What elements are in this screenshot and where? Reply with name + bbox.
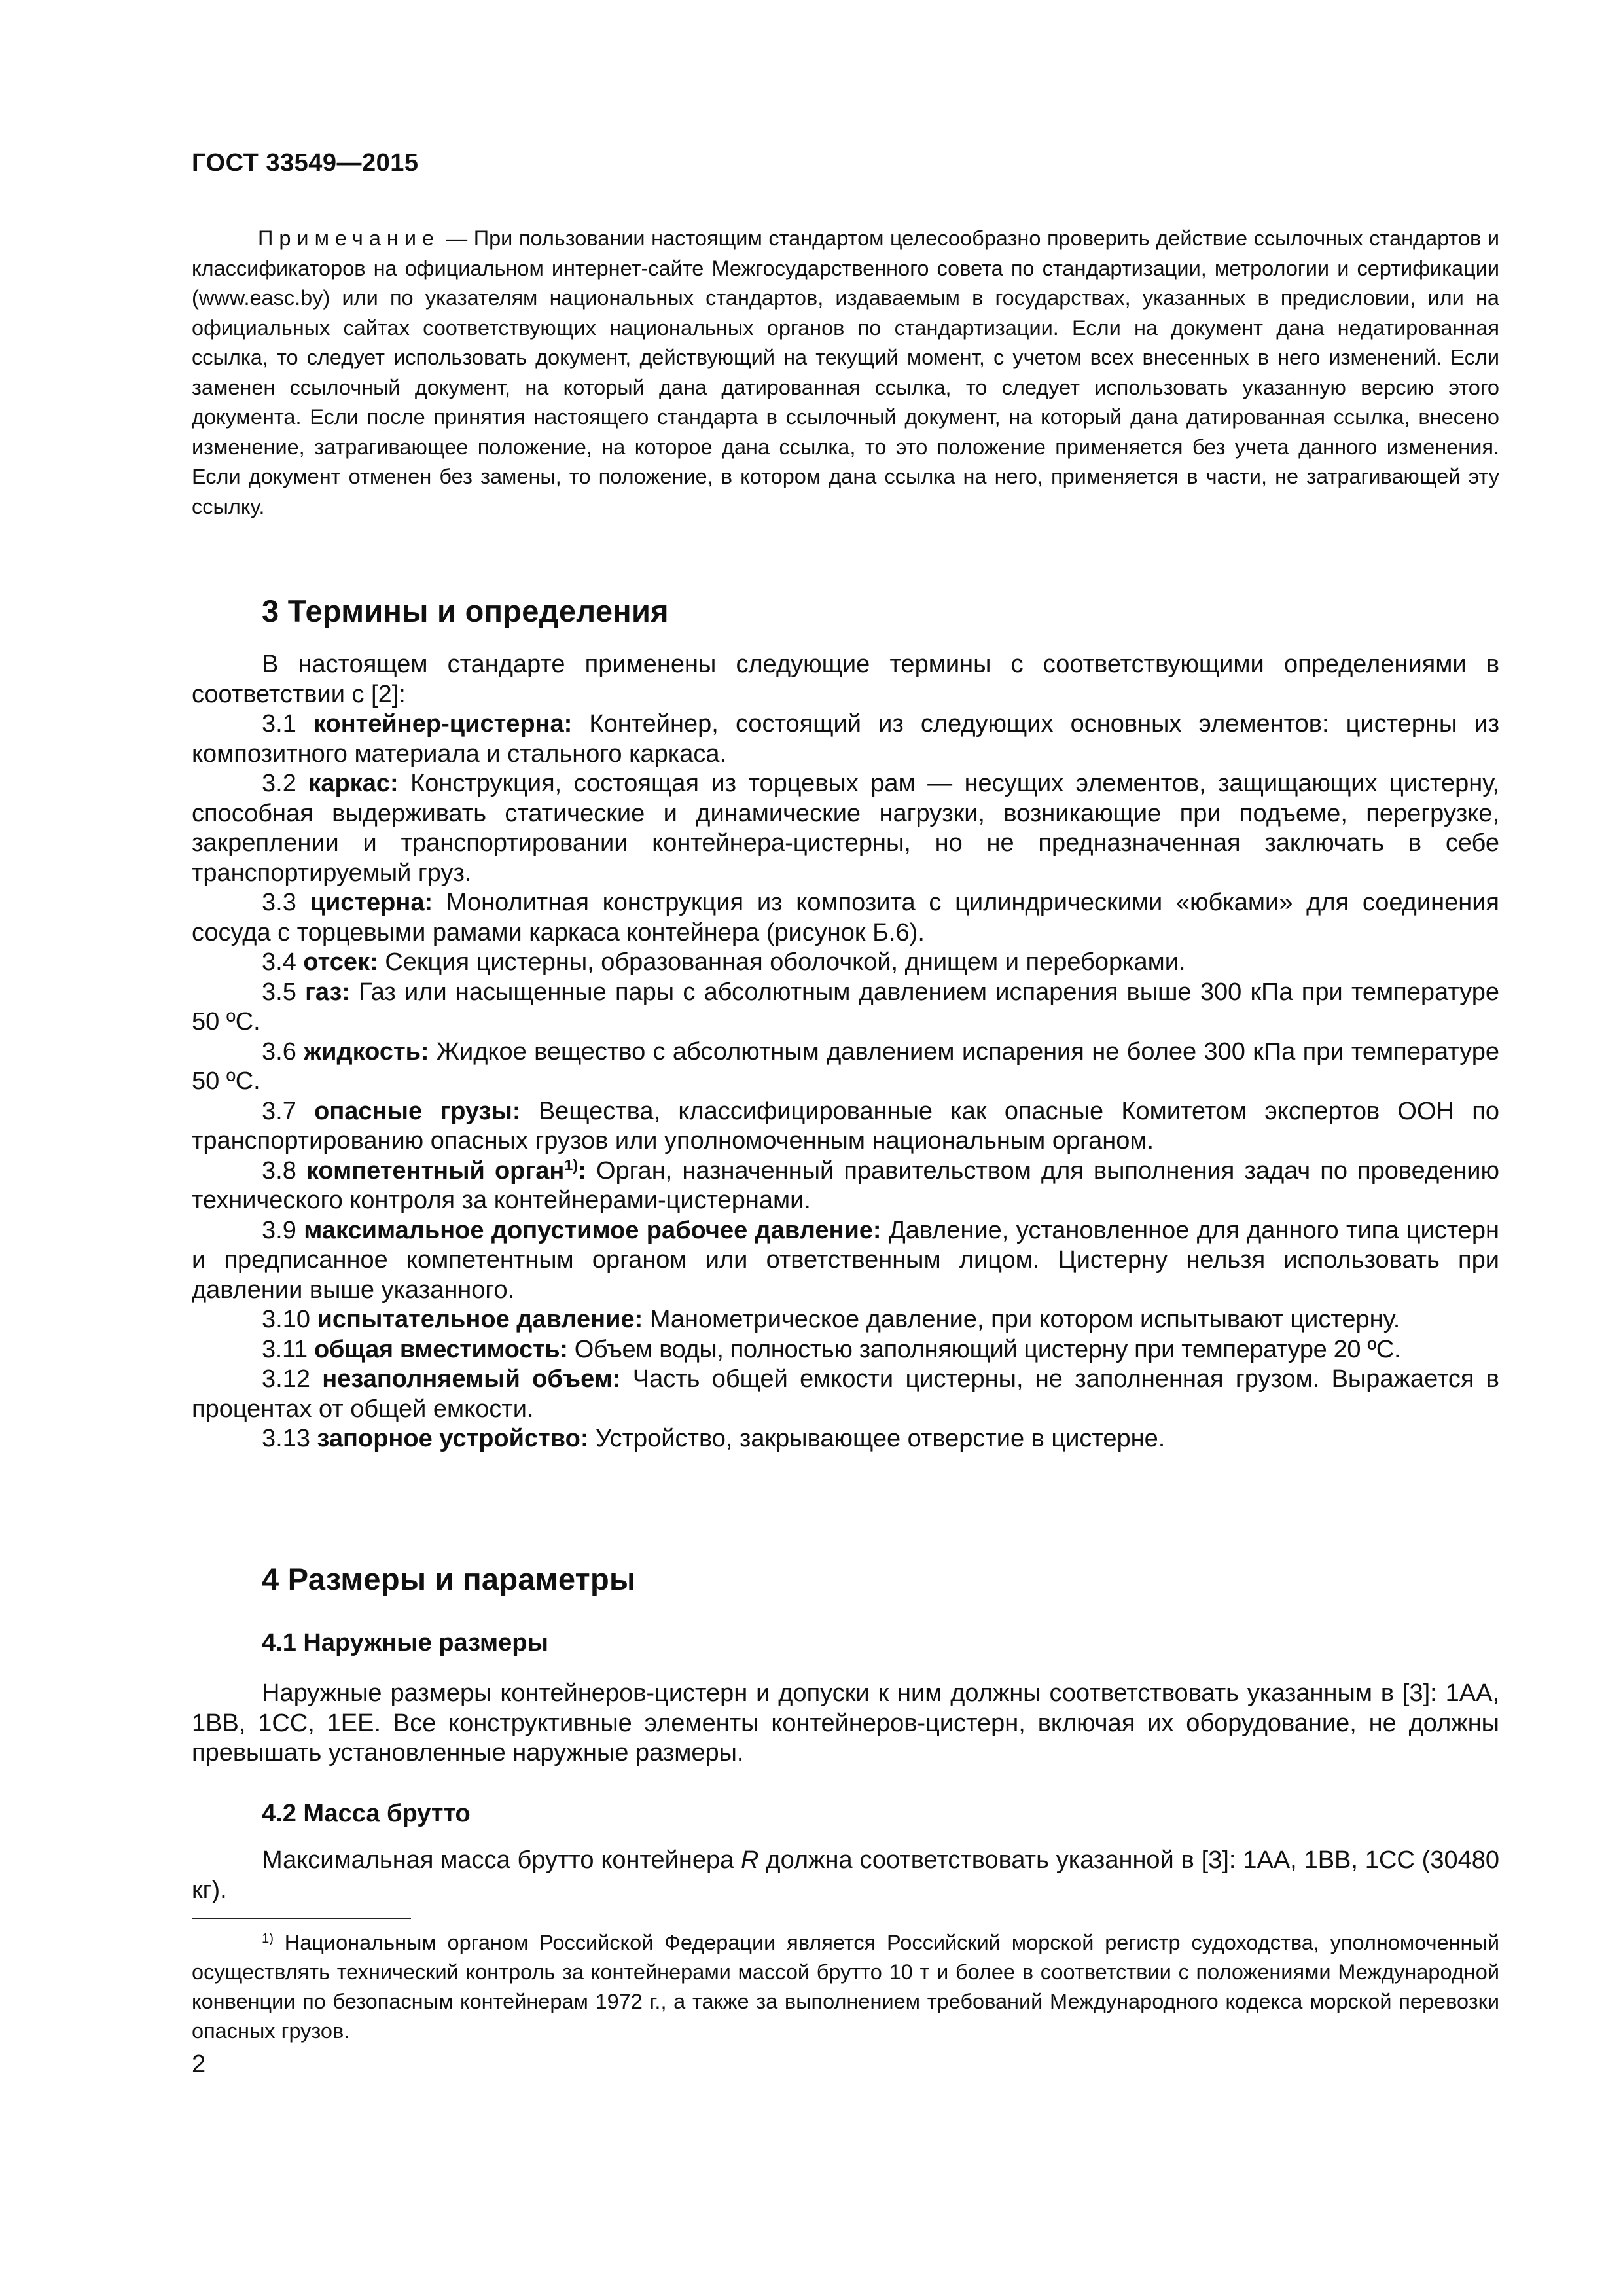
italic-symbol: R xyxy=(741,1846,759,1874)
term-number: 3.4 xyxy=(262,948,304,976)
term-number: 3.10 xyxy=(262,1306,317,1333)
subsection-4-2-text xyxy=(192,1846,1499,1905)
subsection-4-2-heading: 4.2 Масса брутто xyxy=(262,1800,471,1827)
term-definition: Давление, установленное для данного типа цистерн и предписанное компетентным органом или ответственным лицом. Цистерну нельзя использовать при давлении выше указанного. xyxy=(192,1216,1499,1304)
term-definition: Контейнер, состоящий из следующих основных элементов: цистерны из композитного материала и стального каркаса. xyxy=(192,710,1500,768)
footnote xyxy=(192,1928,1499,2046)
term-3-11 xyxy=(192,1335,1499,1365)
term-number: 3.2 xyxy=(262,770,309,797)
text-segment: Максимальная масса брутто контейнера xyxy=(262,1846,741,1874)
term-definition: Объем воды, полностью заполняющий цистерну при температуре 20 ºС. xyxy=(567,1335,1401,1363)
term-number: 3.11 xyxy=(262,1335,314,1363)
term-definition: Устройство, закрывающее отверстие в цистерне. xyxy=(588,1425,1166,1452)
section-3-heading: 3 Термины и определения xyxy=(262,594,669,628)
term-number: 3.5 xyxy=(262,978,306,1006)
term-definition: Секция цистерны, образованная оболочкой, днищем и переборками. xyxy=(378,948,1186,976)
subsection-4-1-heading: 4.1 Наружные размеры xyxy=(262,1629,548,1657)
term-name: запорное устройство: xyxy=(317,1425,589,1452)
footnote-paragraph xyxy=(192,1928,1499,2046)
footnote-text: Национальным органом Российской Федерации является Российский морской регистр судоходства, уполномоченный осуществлять технический контроль за контейнерами массой брутто 10 т и более в соответствии с положениями Международной конвенции по безопасным контейнерам 1972 г., а также за выполнением требований Международного кодекса морской перевозки опасных грузов. xyxy=(192,1931,1499,2043)
term-3-1 xyxy=(192,709,1499,769)
note-paragraph xyxy=(192,224,1499,522)
term-3-5 xyxy=(192,978,1499,1037)
term-definition: Орган, назначенный правительством для выполнения задач по проведению технического контроля за контейнерами-цистернами. xyxy=(192,1157,1499,1214)
term-name: испытательное давление: xyxy=(317,1306,643,1333)
term-definition: Жидкое вещество с абсолютным давлением испарения не более 300 кПа при температуре 50 ºС. xyxy=(192,1037,1499,1095)
term-colon: : xyxy=(578,1157,586,1185)
note-label: Примечание xyxy=(258,226,440,250)
term-3-4 xyxy=(192,948,1499,978)
term-name: опасные грузы: xyxy=(314,1097,521,1125)
term-number: 3.12 xyxy=(262,1365,323,1393)
term-definition: Газ или насыщенные пары с абсолютным давлением испарения выше 300 кПа при температуре 50 ºС. xyxy=(192,978,1499,1035)
term-name: газ: xyxy=(305,978,351,1006)
term-definition: Часть общей емкости цистерны, не заполненная грузом. Выражается в процентах от общей емкости. xyxy=(192,1365,1499,1423)
footnote-reference: 1) xyxy=(564,1156,579,1174)
term-definition: Конструкция, состоящая из торцевых рам — несущих элементов, защищающих цистерну, способная выдерживать статические и динамические нагрузки, возникающие при подъеме, перегрузке, закреплении и транспортировании контейнера-цистерны, но не предназначенная заключать в себе транспортируемый груз. xyxy=(192,770,1499,887)
document-code: ГОСТ 33549—2015 xyxy=(192,149,419,177)
term-number: 3.6 xyxy=(262,1037,304,1066)
term-3-12 xyxy=(192,1365,1499,1424)
section-3-body xyxy=(192,650,1499,1454)
section-3-intro: В настоящем стандарте применены следующие термины с соответствующими определениями в соответствии с [2]: xyxy=(192,651,1499,708)
term-name: отсек: xyxy=(303,948,378,976)
text-segment: должна соответствовать указанной в [3]: 1АА, 1ВВ, 1СС (30480 кг). xyxy=(192,1846,1499,1904)
term-number: 3.7 xyxy=(262,1097,315,1125)
term-3-8 xyxy=(192,1157,1499,1216)
term-3-7 xyxy=(192,1097,1499,1157)
term-definition: Вещества, классифицированные как опасные Комитетом экспертов ООН по транспортированию опасных грузов или уполномоченным национальным органом. xyxy=(192,1097,1499,1155)
term-number: 3.8 xyxy=(262,1157,306,1185)
term-definition: Манометрическое давление, при котором испытывают цистерну. xyxy=(643,1306,1400,1333)
term-3-3 xyxy=(192,888,1499,948)
term-3-13 xyxy=(192,1424,1499,1454)
term-3-2 xyxy=(192,769,1499,888)
term-name: жидкость: xyxy=(304,1037,429,1066)
footnote-separator xyxy=(192,1918,411,1919)
subsection-4-2-body xyxy=(192,1846,1499,1905)
term-3-10 xyxy=(192,1305,1499,1335)
term-name: цистерна: xyxy=(310,889,433,916)
term-name: каркас: xyxy=(308,770,399,797)
footnote-marker: 1) xyxy=(262,1931,274,1946)
subsection-4-1-body xyxy=(192,1679,1499,1768)
term-name: максимальное допустимое рабочее давление: xyxy=(304,1216,882,1244)
note-text: — При пользовании настоящим стандартом целесообразно проверить действие ссылочных стандартов и классификаторов на официальном интернет-сайте Межгосударственного совета по стандартизации, метрологии и сертификации (www.easc.by) или по указателям национальных стандартов, издаваемым в государствах, указанных в предисловии, или на официальных сайтах соответствующих национальных органов по стандартизации. Если на документ дана недатированная ссылка, то следует использовать документ, действующий на текущий момент, с учетом всех внесенных в него изменений. Если заменен ссылочный документ, на который дана датированная ссылка, то следует использовать указанную версию этого документа. Если после принятия настоящего стандарта в ссылочный документ, на который дана датированная ссылка, внесено изменение, затрагивающее положение, на которое дана ссылка, то это положение применяется без учета данного изменения. Если документ отменен без замены, то положение, в котором дана ссылка на него, применяется в части, не затрагивающей эту ссылку. xyxy=(192,226,1499,518)
term-number: 3.9 xyxy=(262,1216,304,1244)
term-name: незаполняемый объем: xyxy=(322,1365,621,1393)
reference-note xyxy=(192,224,1499,522)
subsection-4-1-text: Наружные размеры контейнеров-цистерн и допуски к ним должны соответствовать указанным в [3]: 1АА, 1ВВ, 1СС, 1ЕЕ. Все конструктивные элементы контейнеров-цистерн, включая их оборудование, не должны превышать установленные наружные размеры. xyxy=(192,1679,1499,1767)
term-name: компетентный орган xyxy=(306,1157,565,1185)
section-4-heading: 4 Размеры и параметры xyxy=(262,1562,636,1596)
term-name: контейнер-цистерна: xyxy=(313,710,573,738)
page-number: 2 xyxy=(192,2051,206,2078)
term-3-6 xyxy=(192,1037,1499,1097)
term-definition: Монолитная конструкция из композита с цилиндрическими «юбками» для соединения сосуда с торцевыми рамами каркаса контейнера (рисунок Б.6). xyxy=(192,889,1499,946)
term-3-9 xyxy=(192,1216,1499,1306)
term-number: 3.1 xyxy=(262,710,313,738)
term-name: общая вместимость: xyxy=(313,1335,568,1363)
term-number: 3.13 xyxy=(262,1425,317,1452)
term-number: 3.3 xyxy=(262,889,310,916)
